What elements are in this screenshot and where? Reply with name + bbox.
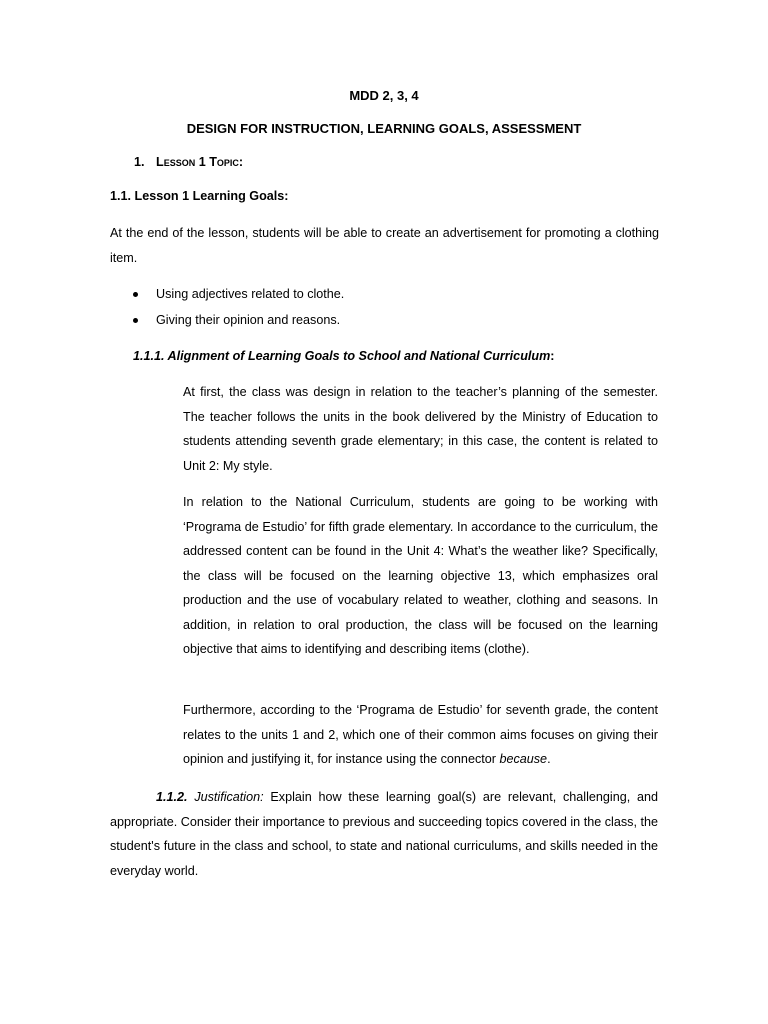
section-1-number: 1.	[134, 155, 145, 169]
section-1-1-intro: At the end of the lesson, students will be able to create an advertisement for promoting a clothing item.	[110, 226, 659, 265]
section-1-title: Lesson 1 Topic:	[156, 155, 244, 169]
section-1-1-1-heading	[133, 344, 554, 369]
section-1-1-heading: 1.1. Lesson 1 Learning Goals:	[110, 189, 289, 203]
alignment-paragraph-2: In relation to the National Curriculum, students are going to be working with ‘Programa de Estudio’ for fifth grade elementary. In accordance to the curriculum, the addressed content can be found in the Unit 4: What’s the weather like? Specifically, the class will be focused on the learning objective 13, which emphasizes oral production and the use of vocabulary related to weather, clothing and seasons. In addition, in relation to oral production, the class will be focused on the learning objective that aims to identifying and describing items (clothe).	[183, 495, 658, 656]
justification-paragraph	[110, 785, 658, 883]
justification-text: Explain how these learning goal(s) are relevant, challenging, and appropriate. Consider their importance to previous and succeeding topics covered in the class, the student's future in the class and school, to state and national curriculums, and skills needed in the everyday world.	[110, 790, 659, 878]
section-1-1-1-title: 1.1.1. Alignment of Learning Goals to School and National Curriculum	[133, 349, 551, 363]
bullet-icon	[133, 318, 138, 323]
section-1-1-2-label: Justification:	[194, 790, 264, 804]
section-1-1-1-colon: :	[550, 349, 555, 363]
learning-goal-item: Using adjectives related to clothe.	[156, 287, 345, 301]
bullet-icon	[133, 292, 138, 297]
section-1-heading	[134, 150, 243, 175]
alignment-paragraph-1: At first, the class was design in relation to the teacher’s planning of the semester. The teacher follows the units in the book delivered by the Ministry of Education to students attending seventh grade elementary; in this case, the content is related to Unit 2: My style.	[183, 385, 658, 473]
alignment-paragraph-3-end: .	[547, 752, 551, 766]
learning-goal-item: Giving their opinion and reasons.	[156, 313, 341, 327]
document-title: MDD 2, 3, 4	[349, 88, 419, 103]
section-1-1-2-number: 1.1.2.	[156, 790, 188, 804]
document-subtitle: DESIGN FOR INSTRUCTION, LEARNING GOALS, ASSESSMENT	[186, 121, 582, 136]
alignment-paragraph-3-emphasis: because	[499, 752, 548, 766]
alignment-paragraph-3	[183, 698, 658, 772]
alignment-paragraph-3-text: Furthermore, according to the ‘Programa de Estudio’ for seventh grade, the content relates to the units 1 and 2, which one of their common aims focuses on giving their opinion and justifying it, for instance using the connector	[183, 703, 658, 766]
